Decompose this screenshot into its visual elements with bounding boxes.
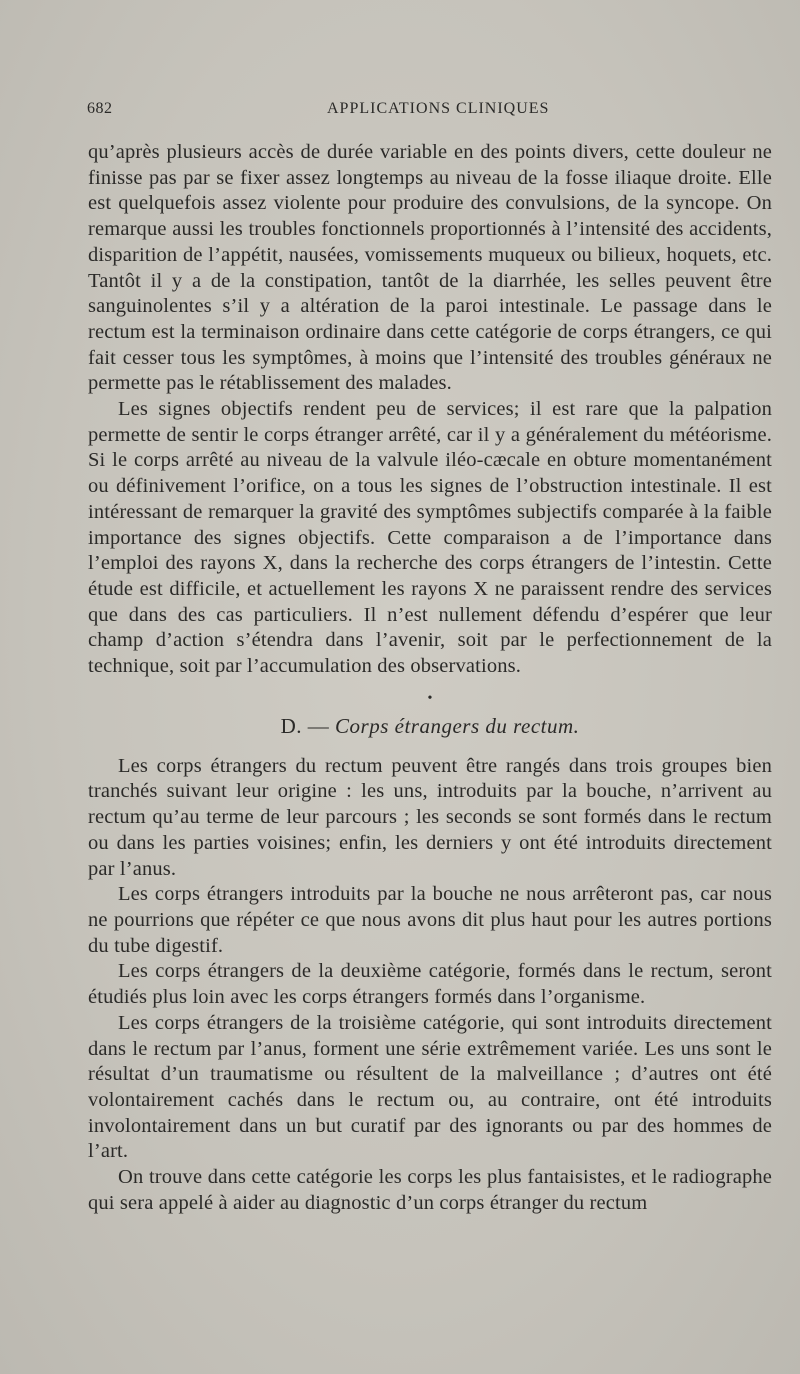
section-heading-title: Corps étrangers du rectum. [335, 713, 580, 738]
paragraph: Les corps étrangers introduits par la bouche ne nous arrêteront pas, car nous ne pourrions que répéter ce que nous avons dit plus haut pour les autres portions du tube digestif. [88, 883, 772, 957]
paragraph: Les corps étrangers de la deuxième catégorie, formés dans le rectum, seront étudiés plus loin avec les corps étrangers formés dans l’organisme. [88, 960, 772, 1009]
running-head: APPLICATIONS CLINIQUES [327, 100, 550, 117]
body-text [88, 140, 772, 1216]
paragraph: Les corps étrangers du rectum peuvent être rangés dans trois groupes bien tranchés suivant leur origine : les uns, introduits par la bouche, n’arrivent au rectum qu’au terme de leur parcours ; les seconds se sont formés dans le rectum ou dans les parties voisines; enfin, les derniers y ont été introduits directement par l’anus. [88, 754, 772, 880]
section-heading-prefix: D. — [280, 713, 336, 738]
paragraph: On trouve dans cette catégorie les corps les plus fantaisistes, et le radiographe qui sera appelé à aider au diagnostic d’un corps étranger du rectum [88, 1166, 772, 1214]
paragraph: Les corps étrangers de la troisième catégorie, qui sont introduits directement dans le rectum par l’anus, forment une série extrêmement variée. Les uns sont le résultat d’un traumatisme ou résultent de la malveillance ; d’autres ont été volontairement cachés dans le rectum ou, au contraire, ont été introduits involontairement dans un but curatif par des ignorants ou par des hommes de l’art. [88, 1011, 772, 1163]
page-header [87, 100, 727, 122]
section-ornament: • [427, 690, 433, 706]
page-number: 682 [87, 100, 113, 117]
paragraph: Les signes objectifs rendent peu de services; il est rare que la palpation permette de sentir le corps étranger arrêté, car il y a généralement du météorisme. Si le corps arrêté au niveau de la valvule iléo-cæcale en obture momentanément ou définivement l’orifice, on a tous les signes de l’obstruction intestinale. Il est intéressant de remarquer la gravité des symptômes subjectifs comparée à la faible importance des signes objectifs. Cette comparaison a de l’importance dans l’emploi des rayons X, dans la recherche des corps étrangers de l’intestin. Cette étude est difficile, et actuellement les rayons X ne paraissent rendre des services que dans des cas particuliers. Il n’est nullement défendu d’espérer que leur champ d’action s’étendra dans l’avenir, soit par le perfectionnement de la technique, soit par l’accumulation des observations. [88, 398, 772, 678]
section-heading [88, 712, 772, 740]
paragraph: qu’après plusieurs accès de durée variable en des points divers, cette douleur ne finisse pas par se fixer assez longtemps au niveau de la fosse iliaque droite. Elle est quelquefois assez violente pour produire des convulsions, de la syncope. On remarque aussi les troubles fonctionnels proportionnés à l’intensité des accidents, disparition de l’appétit, nausées, vomissements muqueux ou bilieux, hoquets, etc. Tantôt il y a de la constipation, tantôt de la diarrhée, les selles peuvent être sanguinolentes s’il y a altération de la paroi intestinale. Le passage dans le rectum est la terminaison ordinaire dans cette catégorie de corps étrangers, ce qui fait cesser tous les symptômes, à moins que l’intensité des troubles généraux ne permette pas le rétablissement des malades. [88, 141, 772, 395]
